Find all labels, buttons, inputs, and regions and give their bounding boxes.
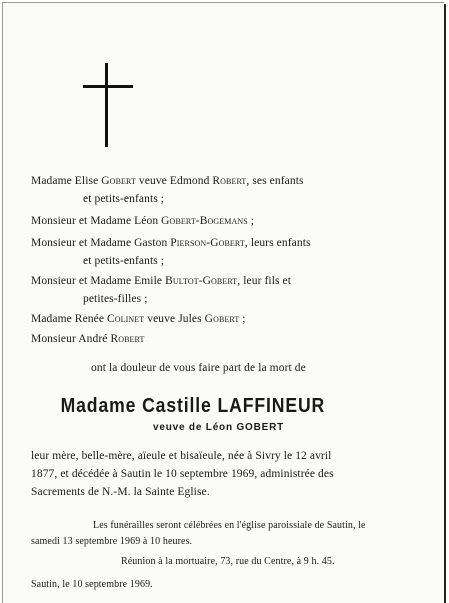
family-text: , leur fils et: [237, 275, 292, 287]
family-text: Monsieur et Madame Gaston: [31, 237, 171, 249]
family-line-2: et petits-enfants ;: [83, 193, 165, 205]
meeting-text: Réunion à la mortuaire, 73, rue du Centre, à 9 h. 45.: [121, 556, 335, 567]
details-line-3: Sacrements de N.-M. la Sainte Eglise.: [31, 486, 210, 498]
family-text: Madame Elise: [31, 175, 102, 187]
funeral-line-1: Les funérailles seront célébrées en l'église paroissiale de Sautin, le: [93, 520, 366, 531]
family-text: veuve Jules: [144, 313, 205, 325]
details-line-2: 1877, et décédée à Sautin le 10 septembre 1969, administrée des: [31, 468, 334, 480]
family-line-7: petites-filles ;: [83, 293, 148, 305]
family-line-9: [31, 333, 144, 345]
family-surname: Gobert: [101, 175, 136, 187]
family-surname: Bultot-Gobert: [165, 275, 238, 287]
family-surname: Robert: [212, 175, 247, 187]
family-line-5: et petits-enfants ;: [83, 255, 165, 267]
family-text: , leurs enfants: [244, 237, 311, 249]
announcement-text: ont la douleur de vous faire part de la mort de: [91, 362, 306, 374]
family-surname: Robert: [110, 333, 145, 345]
family-text: Monsieur et Madame Emile: [31, 275, 166, 287]
funeral-line-2: samedi 13 septembre 1969 à 10 heures.: [31, 536, 193, 547]
place-date: Sautin, le 10 septembre 1969.: [31, 579, 153, 590]
family-text: ;: [239, 313, 246, 325]
family-text: ;: [247, 215, 255, 227]
cross-icon: [83, 63, 133, 147]
family-line-8: [31, 313, 246, 325]
family-text: veuve Edmond: [135, 175, 213, 187]
family-text: Madame Renée: [31, 313, 108, 325]
family-text: , ses enfants: [246, 175, 304, 187]
details-line-1: leur mère, belle-mère, aïeule et bisaïeule, née à Sivry le 12 avril: [31, 450, 332, 462]
family-surname: Gobert-Bogemans: [161, 215, 248, 227]
family-line-4: [31, 237, 311, 249]
family-surname: Gobert: [204, 313, 240, 325]
family-line-6: [31, 275, 291, 287]
deceased-subtitle: veuve de Léon GOBERT: [153, 422, 285, 433]
family-surname: Colinet: [107, 313, 145, 325]
family-line-1: [31, 175, 304, 187]
family-line-3: [31, 215, 254, 227]
deceased-name: Madame Castille LAFFINEUR: [60, 395, 326, 417]
family-text: Monsieur et Madame Léon: [31, 215, 162, 227]
family-surname: Pierson-Gobert: [170, 237, 245, 249]
funeral-notice-card: [2, 2, 444, 603]
family-text: Monsieur André: [31, 333, 111, 345]
